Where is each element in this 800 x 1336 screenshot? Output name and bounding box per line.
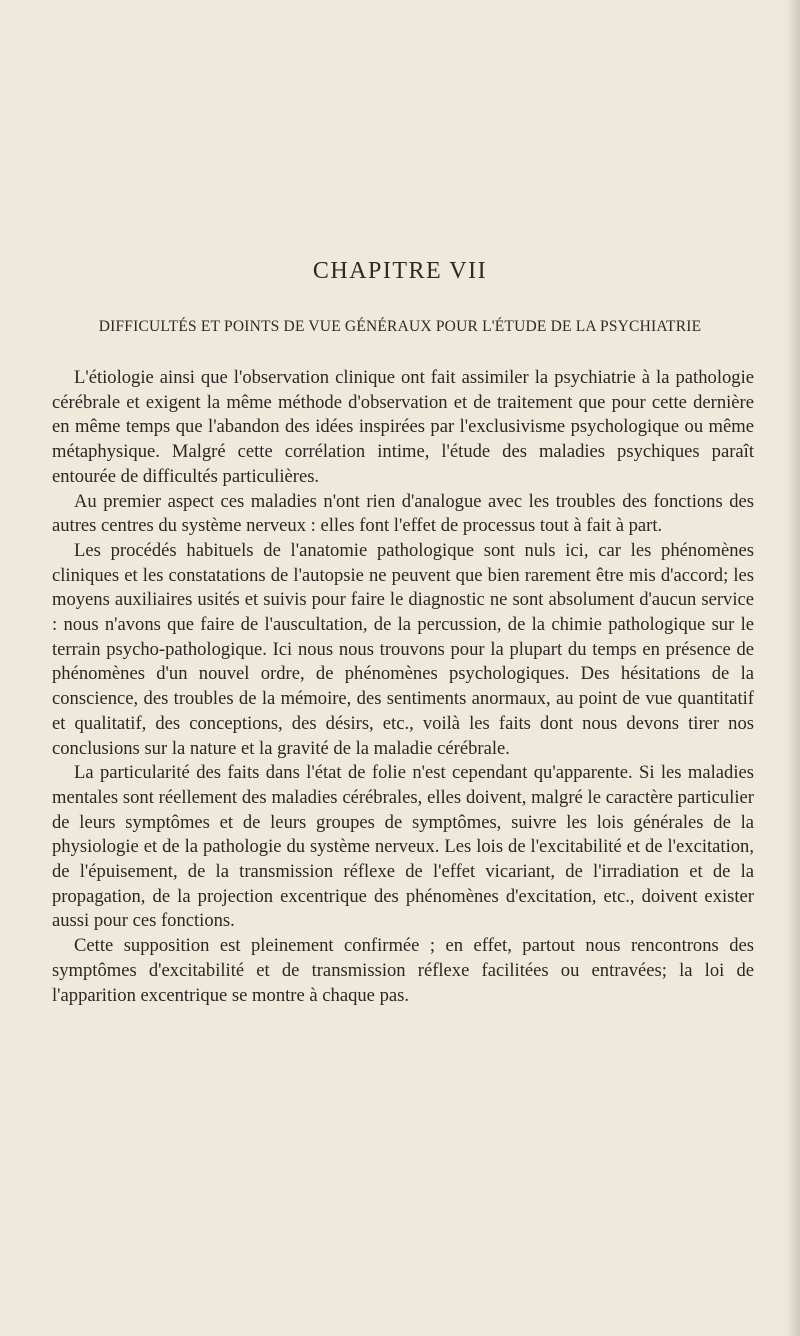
paragraph-3: Les procédés habituels de l'anatomie pathologique sont nuls ici, car les phénomènes cliniques et les constatations de l'autopsie ne peuvent que bien rarement être mis d'accord; les moyens auxiliaires usités et suivis pour faire le diagnostic ne sont absolument d'aucun service : nous n'avons que faire de l'auscultation, de la percussion, de la chimie pathologique sur le terrain psycho-pathologique. Ici nous nous trouvons pour la plupart du temps en présence de phénomènes d'un nouvel ordre, de phénomènes psychologiques. Des hésitations de la conscience, des troubles de la mémoire, des sentiments anormaux, au point de vue quantitatif et qualitatif, des conceptions, des désirs, etc., voilà les faits dont nous devons tirer nos conclusions sur la nature et la gravité de la maladie cérébrale.	[52, 539, 754, 759]
paragraph-4: La particularité des faits dans l'état de folie n'est cependant qu'apparente. Si les maladies mentales sont réellement des maladies cérébrales, elles doivent, malgré le caractère particulier de leurs symptômes et de leurs groupes de symptômes, suivre les lois générales de la physiologie et de la pathologie du système nerveux. Les lois de l'excitabilité et de l'excitation, de l'épuisement, de la transmission réflexe de l'effet vicariant, de l'irradiation et de la propagation, de la projection excentrique des phénomènes d'excitation, etc., doivent exister aussi pour ces fonctions.	[52, 762, 754, 932]
body-text	[52, 366, 754, 1008]
paragraph-5: Cette supposition est pleinement confirmée ; en effet, partout nous rencontrons des symptômes d'excitabilité et de transmission réflexe facilitées ou entravées; la loi de l'apparition excentrique se montre à chaque pas.	[52, 935, 754, 1006]
chapter-subtitle: DIFFICULTÉS ET POINTS DE VUE GÉNÉRAUX POUR L'ÉTUDE DE LA PSYCHIATRIE	[98, 318, 702, 335]
chapter-title: CHAPITRE VII	[312, 258, 488, 284]
paragraph-1: L'étiologie ainsi que l'observation clinique ont fait assimiler la psychiatrie à la pathologie cérébrale et exigent la même méthode d'observation et de traitement que pour cette dernière en même temps que l'abandon des idées inspirées par l'exclusivisme psychologique ou même métaphysique. Malgré cette corrélation intime, l'étude des maladies psychiques paraît entourée de difficultés particulières.	[52, 367, 754, 487]
page-edge-shadow	[786, 0, 800, 1336]
paragraph-2: Au premier aspect ces maladies n'ont rien d'analogue avec les troubles des fonctions des autres centres du système nerveux : elles font l'effet de processus tout à fait à part.	[52, 490, 754, 537]
